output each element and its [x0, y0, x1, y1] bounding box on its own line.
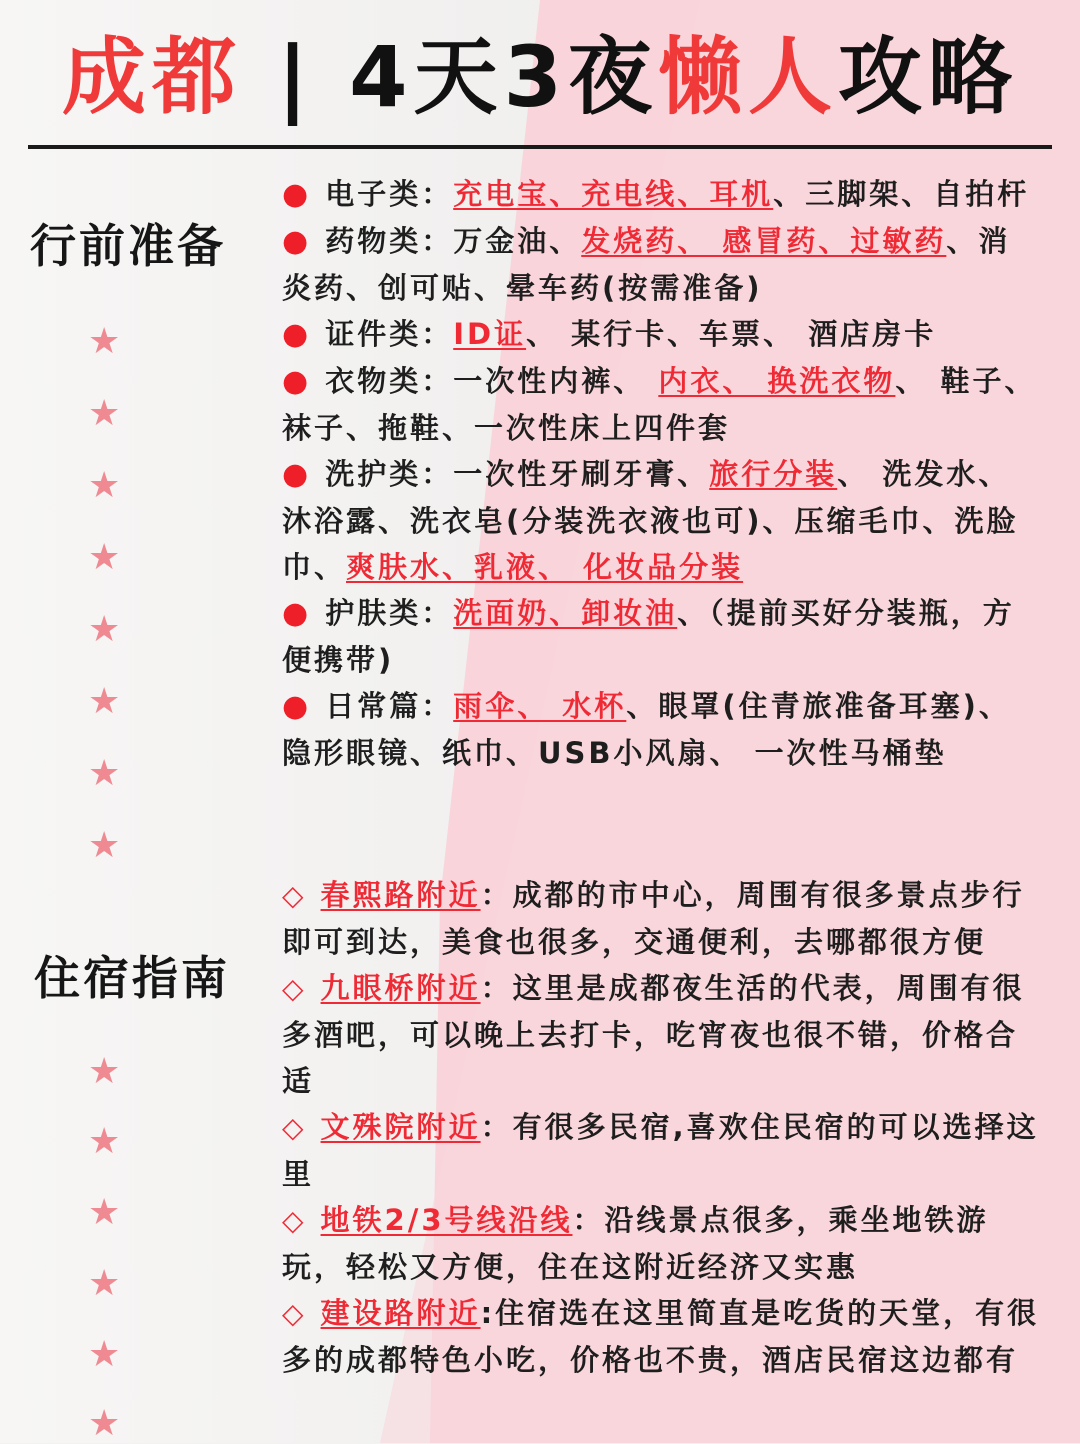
item-text: 、眼罩(住青旅准备耳塞)、隐形眼镜、纸巾、USB小风扇、 一次性马桶垫 — [282, 689, 1011, 770]
item-text: 、 某行卡、车票、 酒店房卡 — [526, 317, 937, 351]
bullet-icon: ● — [282, 457, 312, 492]
section-label-stay: 住宿指南 — [34, 951, 230, 1005]
bullet-icon: ● — [282, 689, 312, 724]
star-icon: ★ — [88, 825, 121, 866]
highlight-text: 发烧药、 感冒药、过敏药 — [581, 224, 947, 258]
category-label: 衣物类： — [325, 364, 454, 398]
highlight-text: 充电宝、充电线、耳机 — [453, 177, 774, 211]
star-icon: ★ — [88, 1192, 121, 1233]
star-icon: ★ — [88, 1051, 121, 1092]
title-city: 成都 — [61, 28, 242, 126]
star-icon: ★ — [88, 1263, 121, 1304]
prep-item-electronics — [282, 171, 1042, 218]
section-label-prep: 行前准备 — [30, 219, 226, 273]
item-text: 、消炎药、创可贴、晕车药(按需准备) — [282, 224, 1011, 305]
star-icon: ★ — [88, 681, 121, 722]
highlight-text: 建设路附近 — [320, 1296, 481, 1330]
bullet-icon: ● — [282, 364, 312, 399]
bullet-icon: ● — [282, 177, 312, 212]
title-duration: | 4天3夜 — [241, 28, 659, 126]
item-text: 、 洗发水、沐浴露、洗衣皂(分装洗衣液也可)、压缩毛巾、洗脸巾、 — [282, 457, 1019, 584]
star-icon: ★ — [88, 465, 121, 506]
item-text: ：成都的市中心，周围有很多景点步行即可到达，美食也很多，交通便利，去哪都很方便 — [282, 878, 1025, 959]
stay-list — [282, 872, 1042, 1383]
highlight-text: 九眼桥附近 — [320, 971, 481, 1005]
stay-item-jianshelu — [282, 1290, 1042, 1383]
star-icon: ★ — [88, 1403, 121, 1444]
prep-item-medicine — [282, 218, 1042, 311]
stay-item-chunxi — [282, 872, 1042, 965]
item-text: ：这里是成都夜生活的代表，周围有很多酒吧，可以晚上去打卡，吃宵夜也很不错，价格合适 — [282, 971, 1025, 1098]
highlight-text: 洗面奶、卸妆油 — [453, 596, 678, 630]
category-label: 证件类： — [325, 317, 454, 351]
highlight-text: 内衣、 换洗衣物 — [658, 364, 896, 398]
diamond-icon: ◇ — [282, 1204, 307, 1237]
prep-item-toiletries — [282, 451, 1042, 590]
diamond-icon: ◇ — [282, 879, 307, 912]
prep-item-clothing — [282, 358, 1042, 451]
star-icon: ★ — [88, 321, 121, 362]
star-icon: ★ — [88, 753, 121, 794]
item-text: 、 鞋子、 袜子、拖鞋、一次性床上四件套 — [282, 364, 1037, 445]
highlight-text: 爽肤水、乳液、 化妆品分装 — [346, 550, 744, 584]
item-text: ：沿线景点很多，乘坐地铁游玩，轻松又方便，住在这附近经济又实惠 — [282, 1203, 989, 1284]
category-label: 药物类： — [325, 224, 454, 258]
item-text: 一次性牙刷牙膏、 — [453, 457, 710, 491]
stay-item-jiuyanqiao — [282, 965, 1042, 1104]
item-text: 一次性内裤、 — [453, 364, 659, 398]
title-lazy: 懒人 — [658, 28, 839, 126]
item-text: 、（提前买好分装瓶，方便携带) — [282, 596, 1015, 677]
bullet-icon: ● — [282, 317, 312, 352]
prep-item-daily — [282, 683, 1042, 776]
star-icon: ★ — [88, 609, 121, 650]
bullet-icon: ● — [282, 596, 312, 631]
diamond-icon: ◇ — [282, 972, 307, 1005]
category-label: 日常篇： — [325, 689, 454, 723]
highlight-text: 旅行分装 — [709, 457, 838, 491]
star-icon: ★ — [88, 393, 121, 434]
category-label: 洗护类： — [325, 457, 454, 491]
highlight-text: 雨伞、 水杯 — [453, 689, 627, 723]
item-text: 万金油、 — [453, 224, 582, 258]
category-label: 护肤类： — [325, 596, 454, 630]
item-text: :住宿选在这里简直是吃货的天堂，有很多的成都特色小吃，价格也不贵，酒店民宿这边都有 — [282, 1296, 1040, 1377]
star-icon: ★ — [88, 1121, 121, 1162]
prep-item-documents — [282, 311, 1042, 358]
item-text: 、三脚架、自拍杆 — [773, 177, 1030, 211]
highlight-text: 地铁2/3号线沿线 — [320, 1203, 573, 1237]
category-label: 电子类： — [325, 177, 454, 211]
stay-item-metro — [282, 1197, 1042, 1290]
highlight-text: ID证 — [453, 317, 527, 351]
bullet-icon: ● — [282, 224, 312, 259]
page-title — [0, 22, 1080, 132]
highlight-text: 文殊院附近 — [320, 1110, 481, 1144]
highlight-text: 春熙路附近 — [320, 878, 481, 912]
prep-list — [282, 171, 1042, 776]
stay-item-wenshuyuan — [282, 1104, 1042, 1197]
diamond-icon: ◇ — [282, 1111, 307, 1144]
title-divider — [28, 145, 1052, 149]
star-icon: ★ — [88, 537, 121, 578]
prep-item-skincare — [282, 590, 1042, 683]
item-text: ：有很多民宿,喜欢住民宿的可以选择这里 — [282, 1110, 1039, 1191]
star-icon: ★ — [88, 1334, 121, 1375]
title-guide: 攻略 — [838, 28, 1019, 126]
diamond-icon: ◇ — [282, 1297, 307, 1330]
